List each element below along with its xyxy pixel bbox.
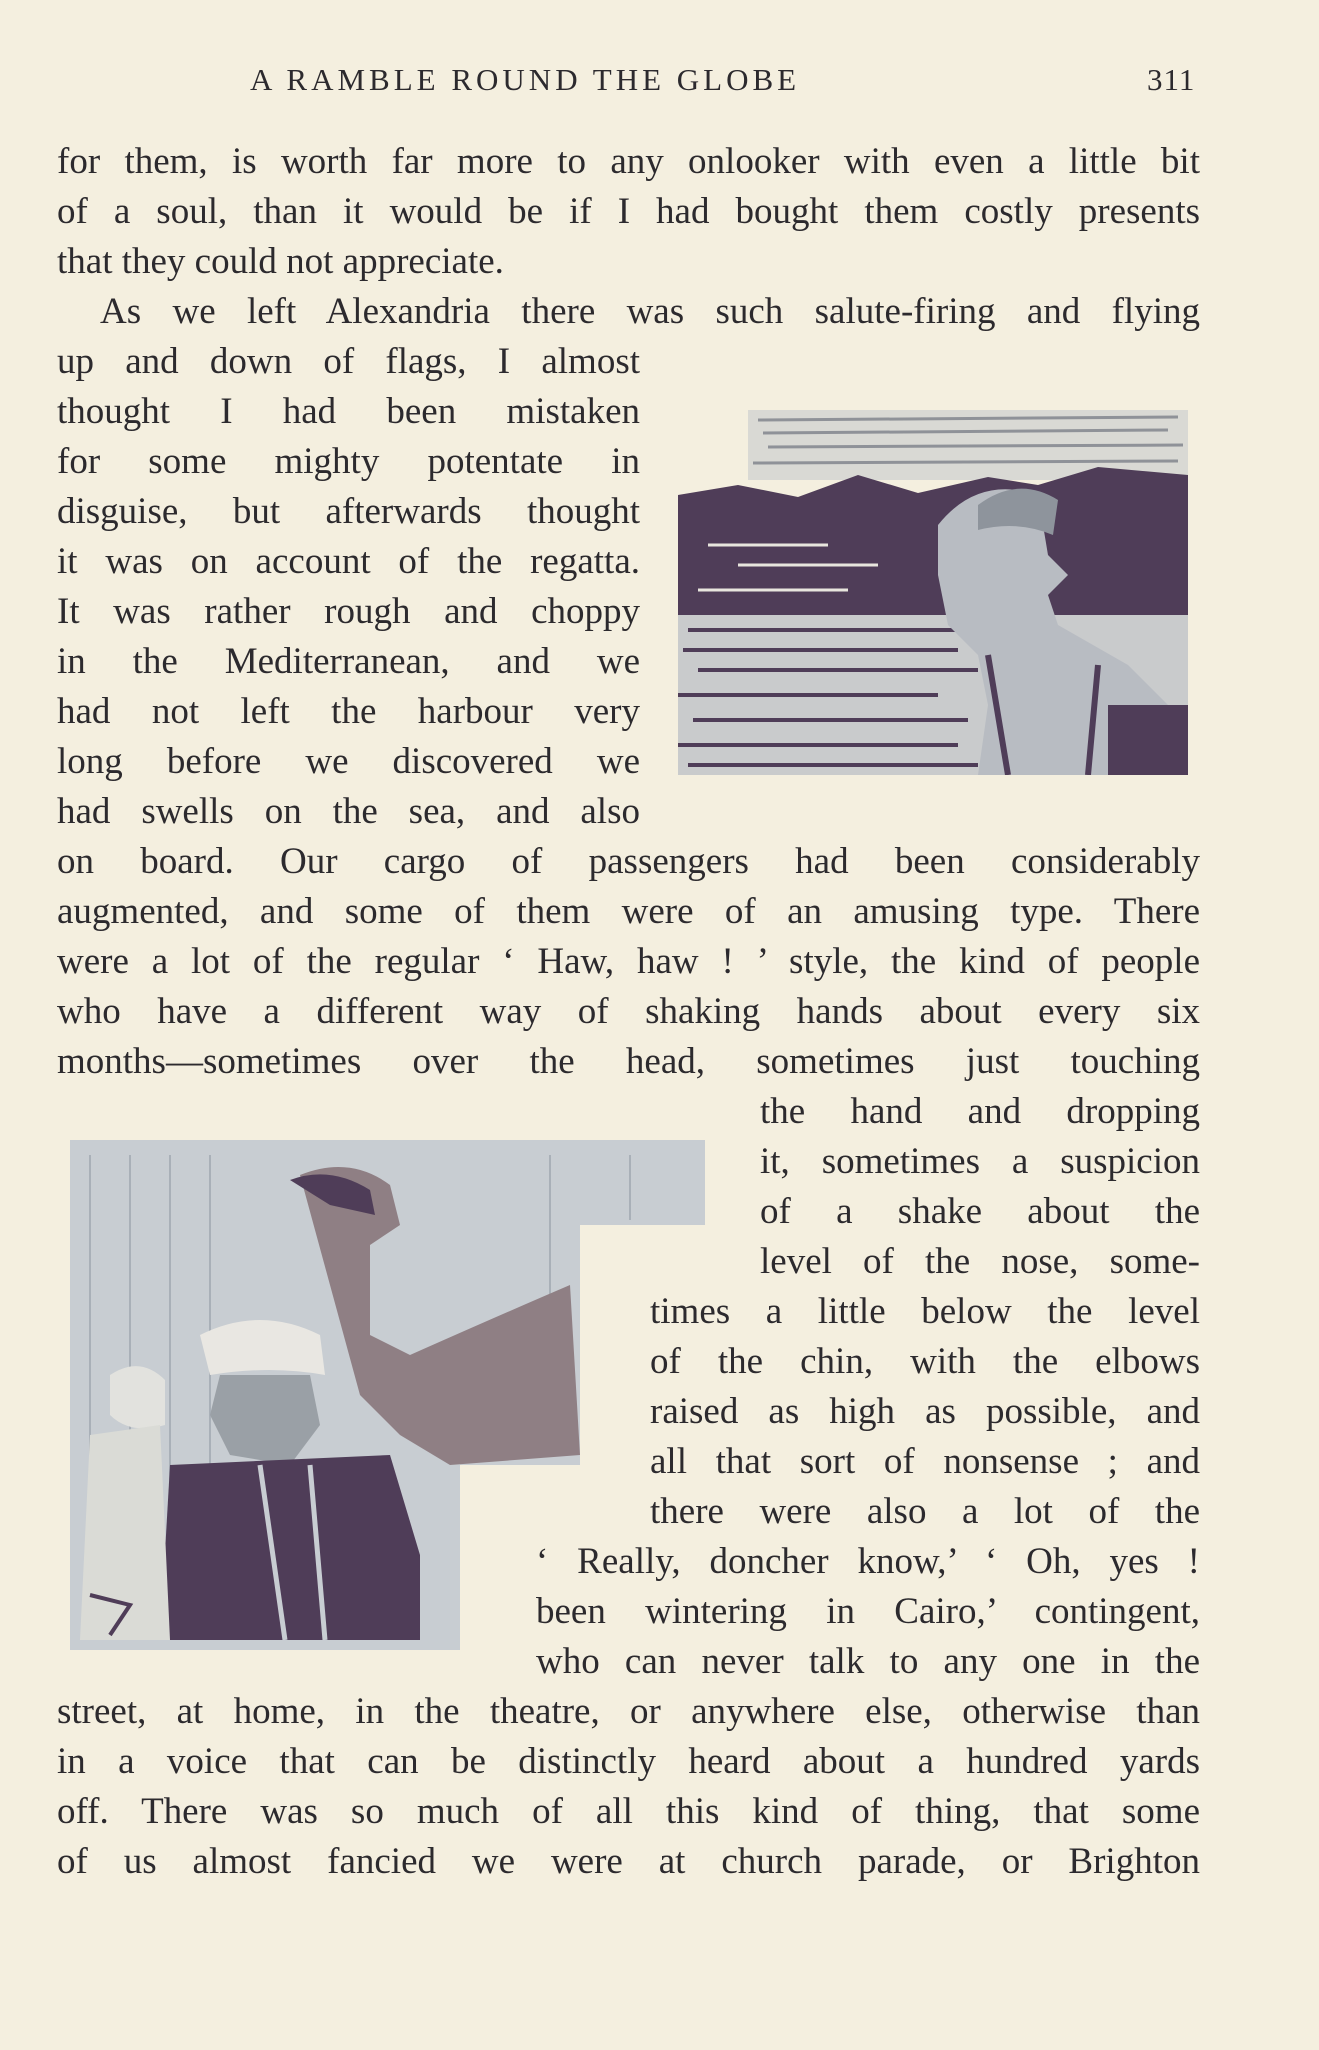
text-line: thought I had been mistaken — [57, 391, 640, 432]
text-line: level of the nose, some- — [760, 1241, 1200, 1282]
text-line: of a shake about the — [760, 1191, 1200, 1232]
text-line: off. There was so much of all this kind of thing, that some — [57, 1791, 1200, 1832]
text-line: ‘ Really, doncher know,’ ‘ Oh, yes ! — [536, 1541, 1200, 1582]
text-line: who can never talk to any one in the — [536, 1641, 1200, 1682]
text-line: who have a different way of shaking hands about every six — [57, 991, 1200, 1032]
text-line: times a little below the level — [650, 1291, 1200, 1332]
illustration-camel — [70, 1135, 710, 1650]
text-line: for some mighty potentate in — [57, 441, 640, 482]
text-line: disguise, but afterwards thought — [57, 491, 640, 532]
text-line: it, sometimes a suspicion — [760, 1141, 1200, 1182]
text-line: raised as high as possible, and — [650, 1391, 1200, 1432]
text-line: of us almost fancied we were at church parade, or Brighton — [57, 1841, 1200, 1882]
running-header — [0, 62, 1319, 112]
running-title: A RAMBLE ROUND THE GLOBE — [250, 62, 801, 97]
text-line: it was on account of the regatta. — [57, 541, 640, 582]
text-line: that they could not appreciate. — [57, 241, 504, 282]
text-line: been wintering in Cairo,’ contingent, — [536, 1591, 1200, 1632]
text-line: As we left Alexandria there was such salute-firing and flying — [100, 291, 1200, 332]
text-line: months—sometimes over the head, sometimes just touching — [57, 1041, 1200, 1082]
text-line: It was rather rough and choppy — [57, 591, 640, 632]
text-line: were a lot of the regular ‘ Haw, haw ! ’ style, the kind of people — [57, 941, 1200, 982]
text-line: there were also a lot of the — [650, 1491, 1200, 1532]
text-line: up and down of flags, I almost — [57, 341, 640, 382]
text-line: had not left the harbour very — [57, 691, 640, 732]
text-line: all that sort of nonsense ; and — [650, 1441, 1200, 1482]
text-line: the hand and dropping — [760, 1091, 1200, 1132]
text-line: street, at home, in the theatre, or anywhere else, otherwise than — [57, 1691, 1200, 1732]
text-line: had swells on the sea, and also — [57, 791, 640, 832]
text-line: on board. Our cargo of passengers had been considerably — [57, 841, 1200, 882]
page-number: 311 — [1147, 62, 1196, 97]
text-line: in a voice that can be distinctly heard about a hundred yards — [57, 1741, 1200, 1782]
text-line: long before we discovered we — [57, 741, 640, 782]
text-line: in the Mediterranean, and we — [57, 641, 640, 682]
illustration-seascape — [678, 405, 1188, 775]
text-line: for them, is worth far more to any onlooker with even a little bit — [57, 141, 1200, 182]
text-line: of the chin, with the elbows — [650, 1341, 1200, 1382]
text-line: of a soul, than it would be if I had bought them costly presents — [57, 191, 1200, 232]
text-line: augmented, and some of them were of an amusing type. There — [57, 891, 1200, 932]
